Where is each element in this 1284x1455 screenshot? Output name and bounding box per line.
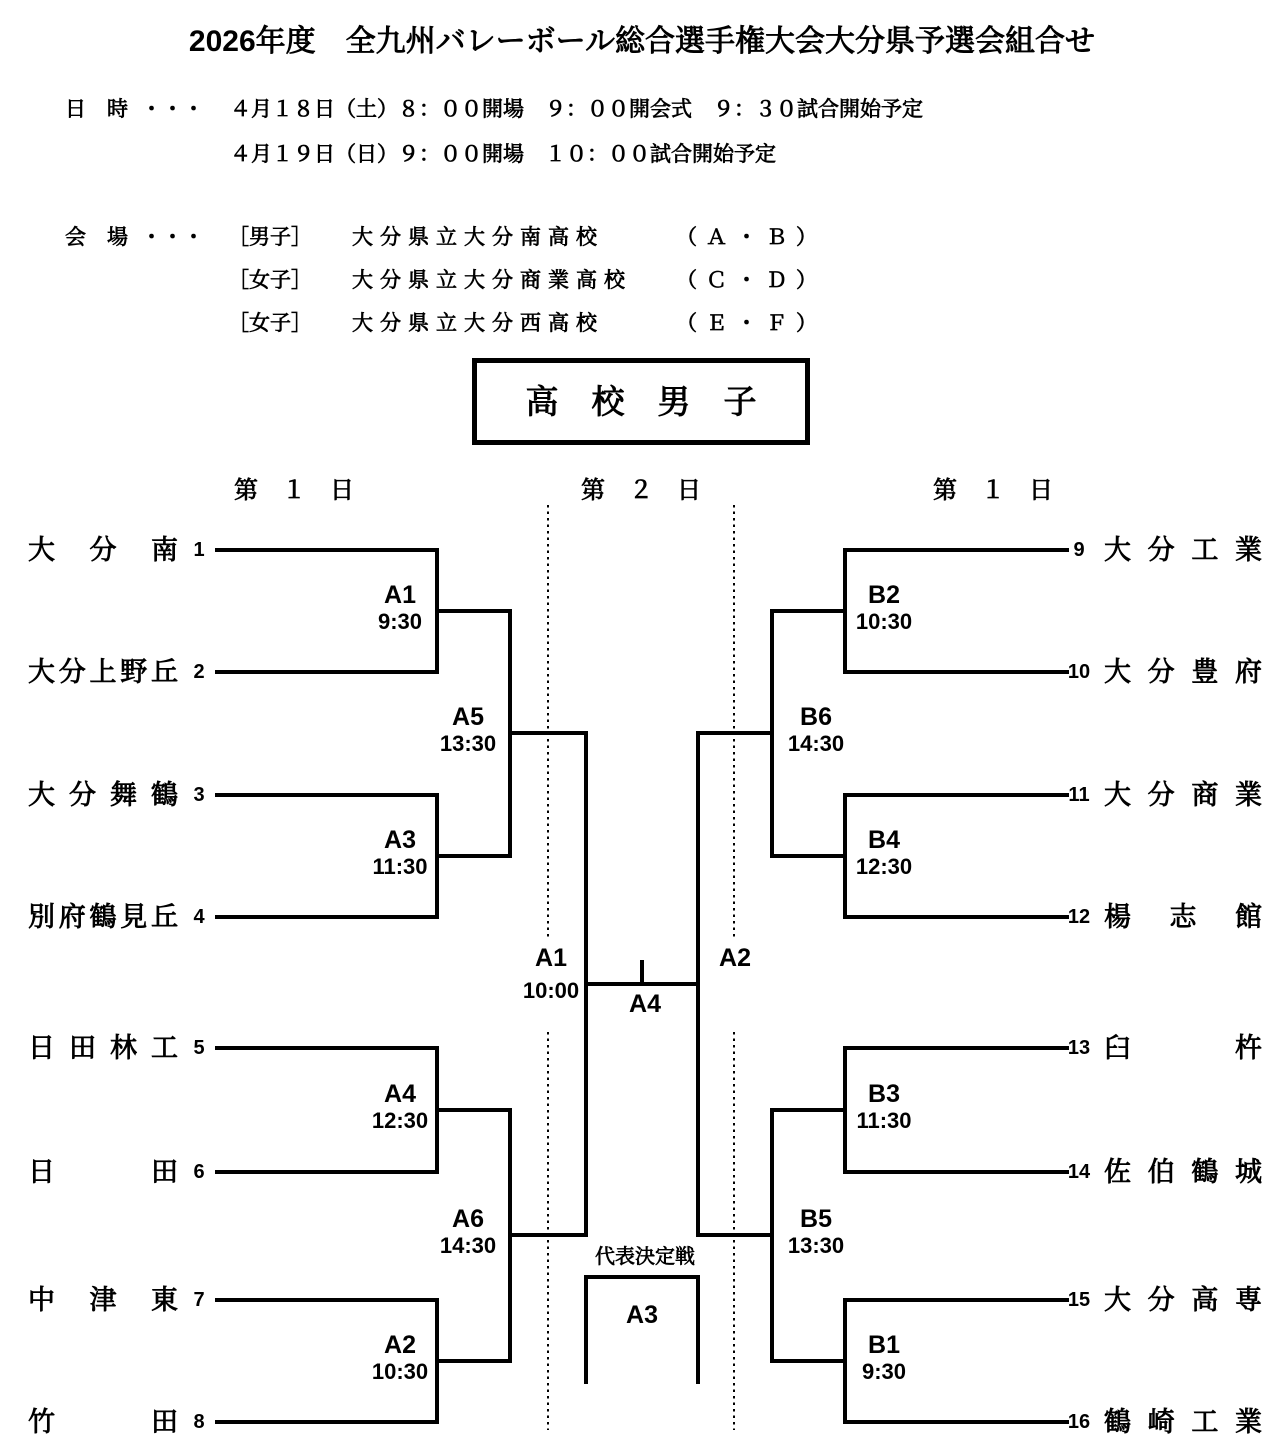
category-box: 高 校 男 子 <box>472 358 810 445</box>
match-code: A5 <box>452 703 484 731</box>
match-code: B4 <box>868 826 900 854</box>
match-b1-label <box>842 1331 926 1385</box>
team-11-name: 大分商業 <box>1104 780 1262 810</box>
team-12-seed: 12 <box>1067 906 1091 928</box>
match-code: B2 <box>868 581 900 609</box>
team-16-name: 鶴崎工業 <box>1104 1407 1262 1437</box>
match-code: A4 <box>384 1080 416 1108</box>
team-5-seed: 5 <box>193 1037 205 1059</box>
match-b2-label <box>842 581 926 635</box>
team-13-seed: 13 <box>1067 1037 1091 1059</box>
team-14-name: 佐伯鶴城 <box>1104 1157 1262 1187</box>
playoff-bracket-line <box>586 1277 698 1382</box>
team-12-name: 楊志館 <box>1104 902 1262 932</box>
match-code: B1 <box>868 1331 900 1359</box>
team-11-seed: 11 <box>1068 784 1090 806</box>
match-code: B5 <box>800 1205 832 1233</box>
match-time: 10:00 <box>522 978 580 1003</box>
match-time: 9:30 <box>377 609 423 634</box>
match-a3-label <box>358 826 442 880</box>
venue-row3-school: 大分県立大分西高校 <box>352 312 604 335</box>
match-code: A1 <box>384 581 416 609</box>
venue-row2-group: ［女子］ <box>228 269 312 292</box>
team-10-seed: 10 <box>1067 661 1091 683</box>
match-time: 14:30 <box>439 1233 497 1258</box>
venue-row1-courts: （Ａ・Ｂ） <box>676 226 826 249</box>
team-3-seed: 3 <box>193 784 205 806</box>
match-b4-label <box>842 826 926 880</box>
match-time: 11:30 <box>372 854 428 879</box>
match-time: 9:30 <box>861 1359 907 1384</box>
match-code: A3 <box>384 826 416 854</box>
team-4-name: 別府鶴見丘 <box>28 902 178 932</box>
match-time: 11:30 <box>856 1108 912 1133</box>
venue-row1-group: ［男子］ <box>228 226 312 249</box>
team-7-name: 中津東 <box>28 1285 178 1315</box>
team-2-name: 大分上野丘 <box>28 657 178 687</box>
day-header-left: 第 １ 日 <box>234 477 354 504</box>
team-1-seed: 1 <box>193 539 205 561</box>
schedule-dots: ・・・ <box>141 98 204 121</box>
venue-row3-group: ［女子］ <box>228 312 312 335</box>
match-a5-label <box>426 703 510 757</box>
day2-semifinal-left-label <box>509 944 593 1004</box>
team-10-name: 大分豊府 <box>1104 657 1262 687</box>
day-header-right: 第 １ 日 <box>933 477 1053 504</box>
match-code: A3 <box>626 1301 658 1329</box>
team-15-seed: 15 <box>1067 1289 1091 1311</box>
team-7-seed: 7 <box>193 1289 205 1311</box>
venue-row1-school: 大分県立大分南高校 <box>352 226 604 249</box>
match-code: A2 <box>719 944 751 972</box>
team-4-seed: 4 <box>193 906 205 928</box>
schedule-label: 日 時 <box>65 98 128 121</box>
match-code: A4 <box>629 990 661 1018</box>
match-time: 12:30 <box>371 1108 429 1133</box>
final-match-label <box>600 990 690 1018</box>
playoff-title: 代表決定戦 <box>595 1246 695 1268</box>
team-5-name: 日田林工 <box>28 1033 178 1063</box>
day2-semifinal-right-label <box>693 944 777 972</box>
venue-dots: ・・・ <box>141 226 204 249</box>
team-6-name: 日田 <box>28 1157 178 1187</box>
playoff-match-label <box>598 1301 686 1329</box>
match-a2-label <box>358 1331 442 1385</box>
match-time: 13:30 <box>439 731 497 756</box>
match-code: B3 <box>868 1080 900 1108</box>
team-2-seed: 2 <box>193 661 205 683</box>
team-14-seed: 14 <box>1067 1161 1091 1183</box>
match-b5-label <box>774 1205 858 1259</box>
team-9-seed: 9 <box>1073 539 1085 561</box>
match-b3-label <box>842 1080 926 1134</box>
team-6-seed: 6 <box>193 1161 205 1183</box>
match-code: A2 <box>384 1331 416 1359</box>
match-b6-label <box>774 703 858 757</box>
match-time: 14:30 <box>787 731 845 756</box>
match-a6-label <box>426 1205 510 1259</box>
team-8-seed: 8 <box>193 1411 205 1433</box>
venue-label: 会 場 <box>65 226 128 249</box>
match-a4-label <box>358 1080 442 1134</box>
final-line <box>586 962 698 984</box>
match-time: 10:30 <box>371 1359 429 1384</box>
tournament-title: 2026年度 全九州バレーボール総合選手権大会大分県予選会組合せ <box>188 25 1096 58</box>
team-13-name: 臼杵 <box>1104 1033 1262 1063</box>
venue-row2-school: 大分県立大分商業高校 <box>352 269 632 292</box>
team-3-name: 大分舞鶴 <box>28 780 178 810</box>
team-16-seed: 16 <box>1067 1411 1091 1433</box>
team-1-name: 大分南 <box>28 535 178 565</box>
left-round1-lines <box>217 550 510 1422</box>
right-round1-lines <box>772 550 1067 1422</box>
match-a1-label <box>358 581 442 635</box>
team-15-name: 大分高専 <box>1104 1285 1262 1315</box>
day-header-center: 第 ２ 日 <box>581 477 701 504</box>
venue-row3-courts: （Ｅ・Ｆ） <box>676 312 826 335</box>
match-time: 10:30 <box>855 609 913 634</box>
match-code: A6 <box>452 1205 484 1233</box>
match-code: A1 <box>535 944 567 972</box>
team-8-name: 竹田 <box>28 1407 178 1437</box>
match-time: 12:30 <box>855 854 913 879</box>
team-9-name: 大分工業 <box>1104 535 1262 565</box>
schedule-day1: ４月１８日（土）８：００開場 ９：００開会式 ９：３０試合開始予定 <box>230 98 923 121</box>
match-code: B6 <box>800 703 832 731</box>
schedule-day2: ４月１９日（日）９：００開場 １０：００試合開始予定 <box>230 143 776 166</box>
match-time: 13:30 <box>787 1233 845 1258</box>
venue-row2-courts: （Ｃ・Ｄ） <box>676 269 826 292</box>
